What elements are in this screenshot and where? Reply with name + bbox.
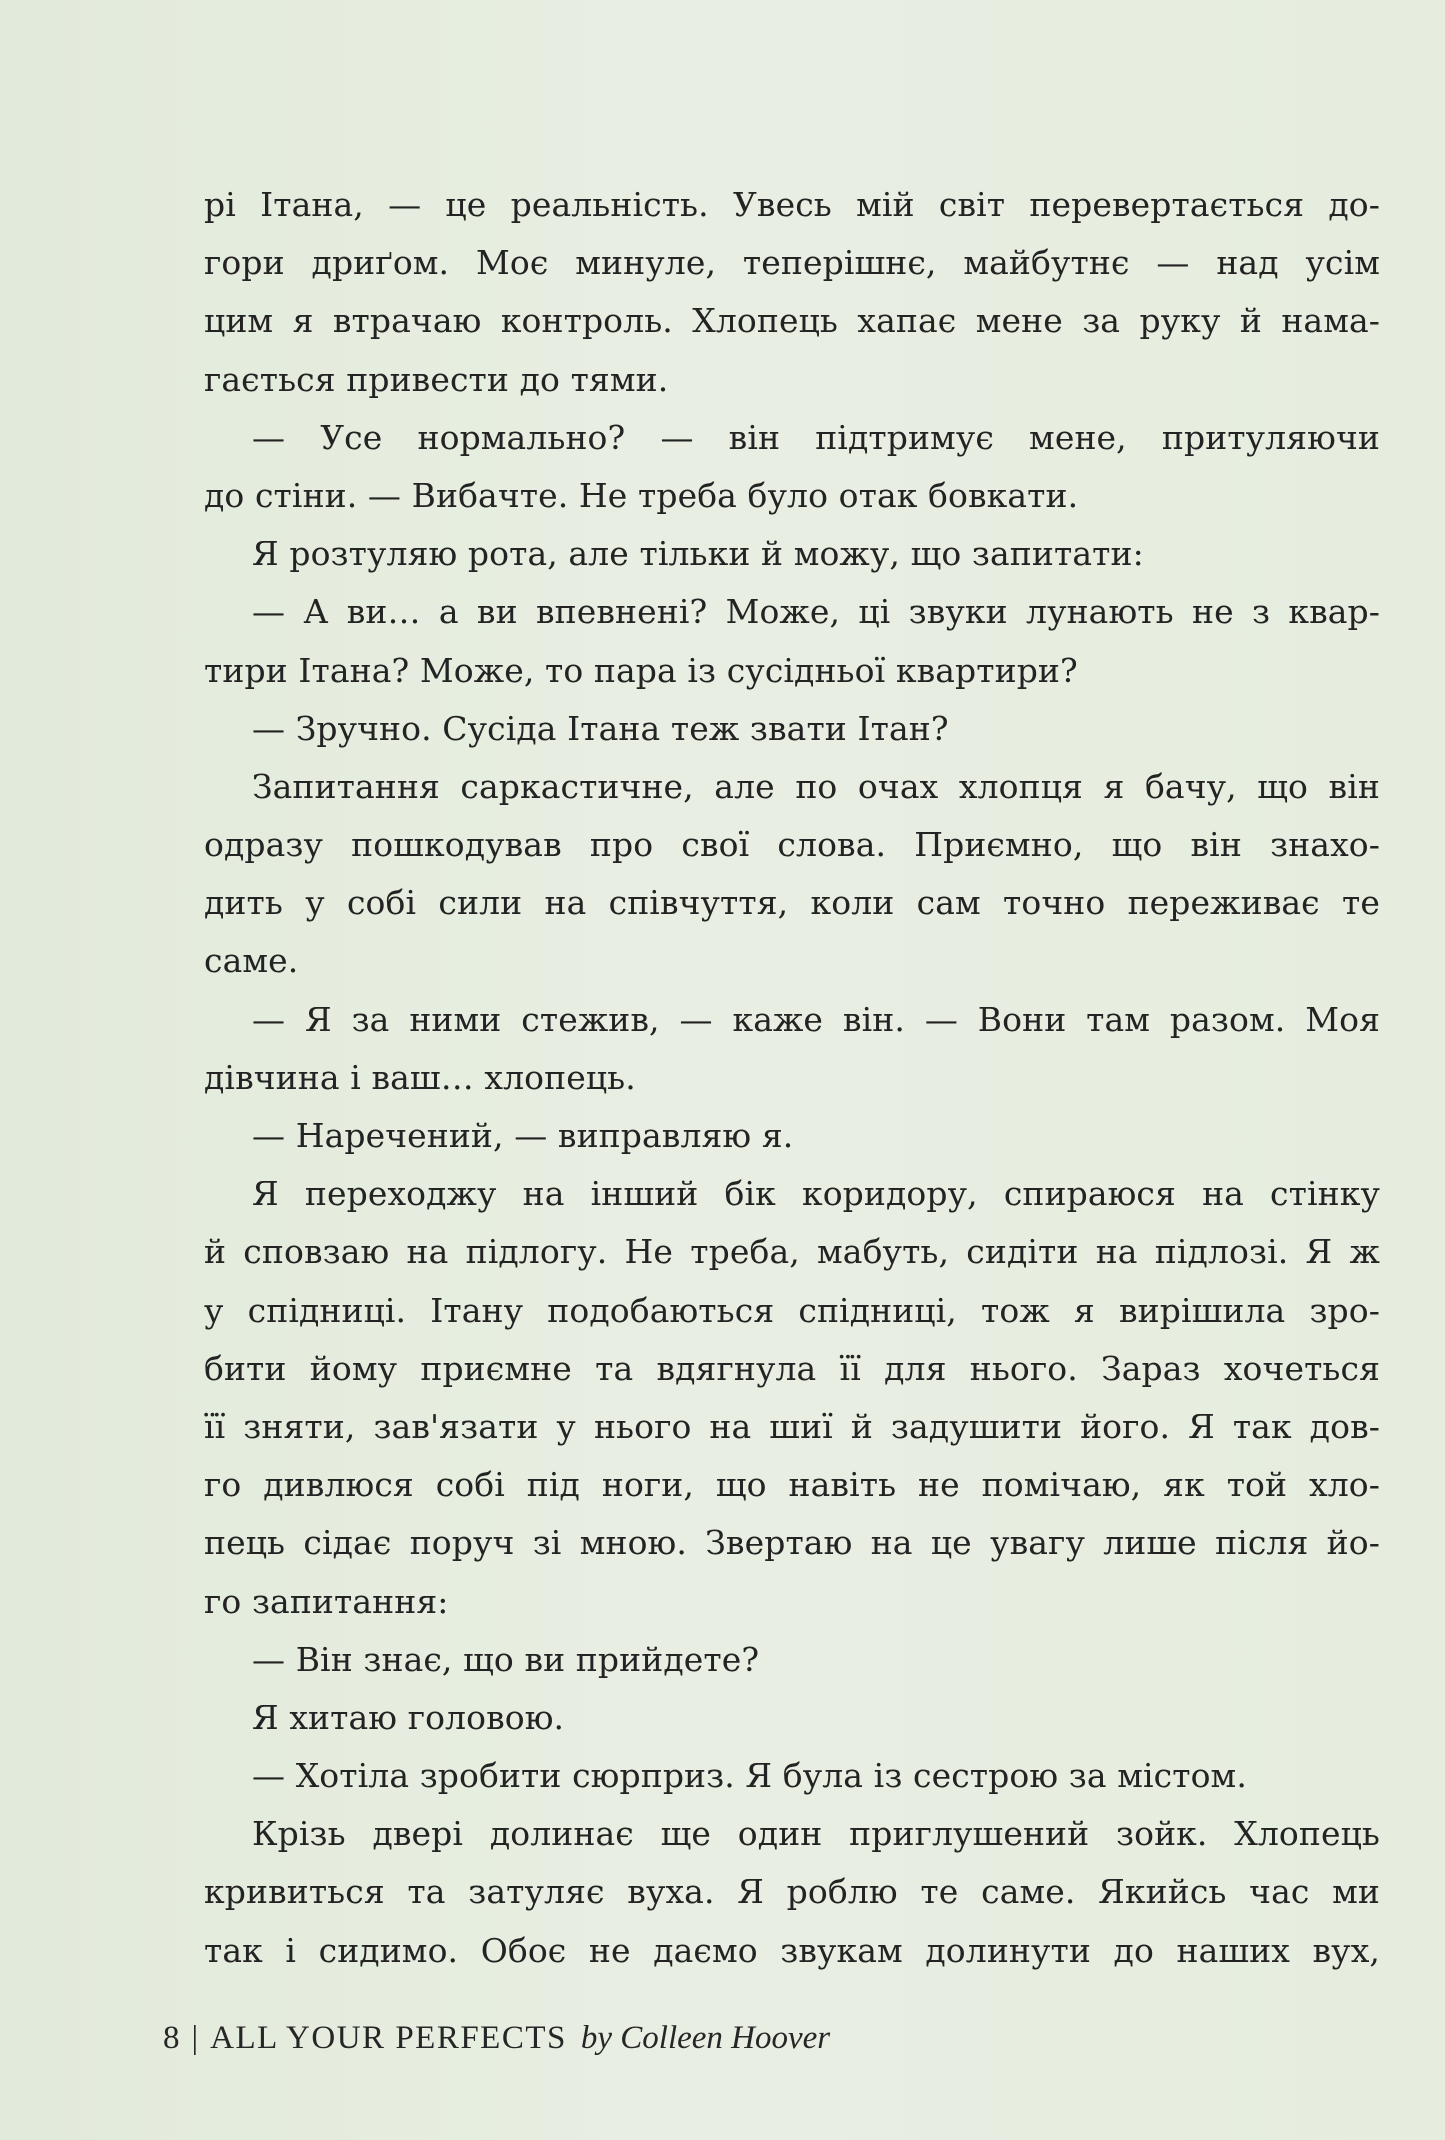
text-line: так і сидимо. Обоє не даємо звукам долинути до наших вух, — [204, 1930, 1380, 1970]
text-line: го дивлюся собі під ноги, що навіть не помічаю, як той хло- — [204, 1465, 1380, 1505]
running-footer — [163, 2020, 830, 2057]
text-line: її зняти, зав'язати у нього на шиї й задушити його. Я так дов- — [204, 1406, 1380, 1446]
page-number: 8 — [163, 2020, 180, 2056]
text-line: пець сідає поруч зі мною. Звертаю на це увагу лише після йо- — [204, 1523, 1380, 1563]
text-line: дить у собі сили на співчуття, коли сам точно переживає те — [204, 883, 1380, 923]
text-line: Крізь двері долинає ще один приглушений зойк. Хлопець — [252, 1814, 1380, 1854]
text-line: у спідниці. Ітану подобаються спідниці, тож я вирішила зро- — [204, 1290, 1380, 1330]
text-line: — Наречений, — виправляю я. — [252, 1116, 794, 1155]
text-line: до стіни. — Вибачте. Не треба було отак бовкати. — [204, 475, 1079, 515]
text-line: Я розтуляю рота, але тільки й можу, що запитати: — [252, 534, 1144, 574]
text-line: й сповзаю на підлогу. Не треба, мабуть, сидіти на підлозі. Я ж — [204, 1232, 1380, 1272]
footer-separator: | — [191, 2020, 199, 2056]
text-line: кривиться та затуляє вуха. Я роблю те саме. Якийсь час ми — [204, 1872, 1380, 1912]
text-line: дівчина і ваш… хлопець. — [204, 1057, 636, 1097]
text-line: бити йому приємне та вдягнула її для нього. Зараз хочеться — [204, 1348, 1380, 1388]
text-line: цим я втрачаю контроль. Хлопець хапає мене за руку й нама- — [204, 301, 1380, 341]
text-line: — Хотіла зробити сюрприз. Я була із сестрою за містом. — [252, 1756, 1247, 1796]
text-line: тири Ітана? Може, то пара із сусідньої квартири? — [204, 650, 1078, 690]
text-line: Я переходжу на інший бік коридору, спираюся на стінку — [252, 1174, 1380, 1214]
text-line: — Усе нормально? — він підтримує мене, притуляючи — [252, 417, 1380, 457]
text-line: — Я за ними стежив, — каже він. — Вони там разом. Моя — [252, 999, 1380, 1039]
text-line: рі Ітана, — це реальність. Увесь мій світ перевертається до- — [204, 185, 1380, 224]
body-text — [204, 176, 1380, 1980]
text-line: Я хитаю головою. — [252, 1697, 565, 1737]
text-line: саме. — [204, 941, 299, 981]
text-line: — Зручно. Сусіда Ітана теж звати Ітан? — [252, 708, 949, 748]
text-line: Запитання саркастичне, але по очах хлопця я бачу, що він — [252, 766, 1380, 806]
text-line: го запитання: — [204, 1581, 449, 1621]
text-line: — Він знає, що ви прийдете? — [252, 1639, 760, 1679]
author-byline: by Colleen Hoover — [580, 2020, 831, 2056]
book-title: ALL YOUR PERFECTS — [210, 2020, 567, 2056]
text-line: гається привести до тями. — [204, 359, 669, 399]
text-line: одразу пошкодував про свої слова. Приємно, що він знахо- — [204, 825, 1380, 865]
text-line: гори дриґом. Моє минуле, теперішнє, майбутнє — над усім — [204, 243, 1380, 283]
text-line: — А ви… а ви впевнені? Може, ці звуки лунають не з квар- — [252, 592, 1380, 632]
